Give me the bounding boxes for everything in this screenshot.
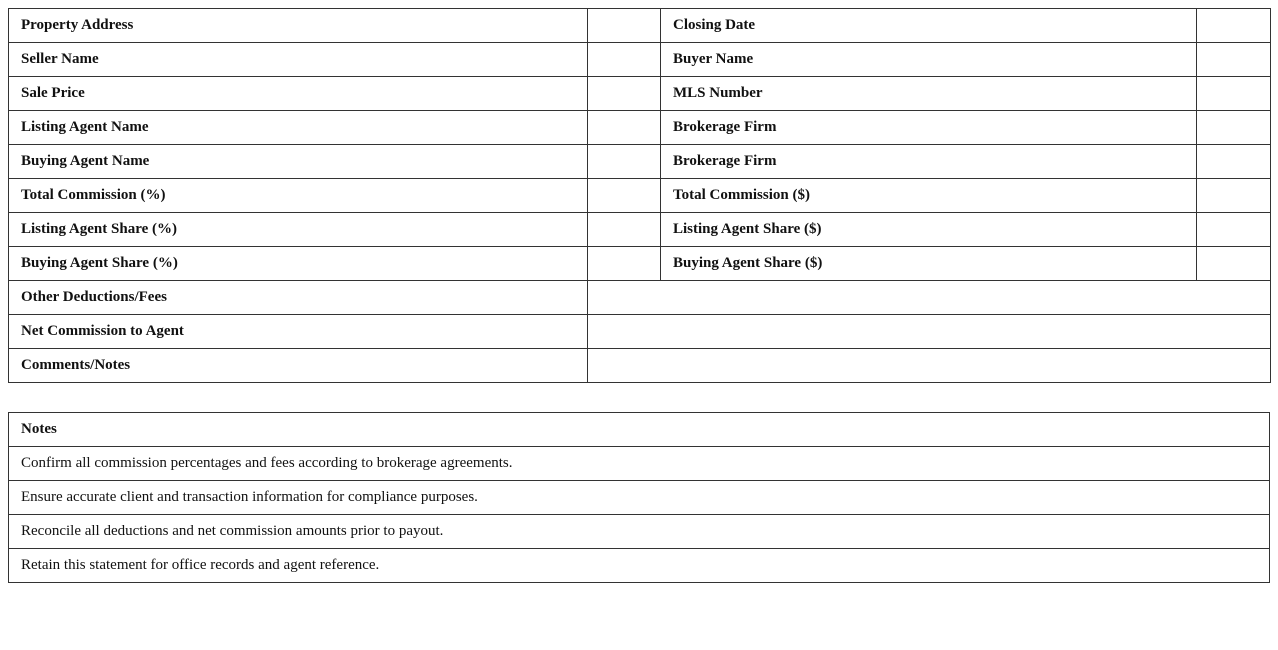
total-commission-dollar-label: Total Commission ($) <box>661 179 1197 213</box>
listing-agent-name-label: Listing Agent Name <box>9 111 588 145</box>
net-commission-label: Net Commission to Agent <box>9 315 588 349</box>
table-row <box>9 315 1271 349</box>
other-deductions-field[interactable] <box>588 281 1271 315</box>
total-commission-dollar-field[interactable] <box>1197 179 1271 213</box>
property-address-label: Property Address <box>9 9 588 43</box>
table-row <box>9 349 1271 383</box>
property-address-field[interactable] <box>588 9 661 43</box>
sale-price-label: Sale Price <box>9 77 588 111</box>
listing-agent-share-percent-label: Listing Agent Share (%) <box>9 213 588 247</box>
note-text: Reconcile all deductions and net commission amounts prior to payout. <box>9 515 1270 549</box>
other-deductions-label: Other Deductions/Fees <box>9 281 588 315</box>
listing-brokerage-firm-field[interactable] <box>1197 111 1271 145</box>
listing-agent-share-dollar-field[interactable] <box>1197 213 1271 247</box>
table-row <box>9 77 1271 111</box>
listing-agent-share-dollar-label: Listing Agent Share ($) <box>661 213 1197 247</box>
list-item <box>9 549 1270 583</box>
table-row <box>9 179 1271 213</box>
buying-agent-share-percent-label: Buying Agent Share (%) <box>9 247 588 281</box>
comments-notes-field[interactable] <box>588 349 1271 383</box>
notes-title: Notes <box>9 413 1270 447</box>
table-row <box>9 9 1271 43</box>
list-item <box>9 481 1270 515</box>
table-row <box>9 43 1271 77</box>
list-item <box>9 447 1270 481</box>
note-text: Retain this statement for office records and agent reference. <box>9 549 1270 583</box>
seller-name-field[interactable] <box>588 43 661 77</box>
buying-agent-share-dollar-label: Buying Agent Share ($) <box>661 247 1197 281</box>
note-text: Ensure accurate client and transaction information for compliance purposes. <box>9 481 1270 515</box>
table-row <box>9 281 1271 315</box>
buying-agent-name-label: Buying Agent Name <box>9 145 588 179</box>
notes-table <box>8 412 1270 583</box>
total-commission-percent-label: Total Commission (%) <box>9 179 588 213</box>
buying-agent-name-field[interactable] <box>588 145 661 179</box>
net-commission-field[interactable] <box>588 315 1271 349</box>
buyer-name-label: Buyer Name <box>661 43 1197 77</box>
table-row <box>9 145 1271 179</box>
buying-agent-share-percent-field[interactable] <box>588 247 661 281</box>
table-row <box>9 213 1271 247</box>
list-item <box>9 515 1270 549</box>
seller-name-label: Seller Name <box>9 43 588 77</box>
buyer-name-field[interactable] <box>1197 43 1271 77</box>
sale-price-field[interactable] <box>588 77 661 111</box>
note-text: Confirm all commission percentages and fees according to brokerage agreements. <box>9 447 1270 481</box>
comments-notes-label: Comments/Notes <box>9 349 588 383</box>
buying-brokerage-firm-label: Brokerage Firm <box>661 145 1197 179</box>
total-commission-percent-field[interactable] <box>588 179 661 213</box>
listing-brokerage-firm-label: Brokerage Firm <box>661 111 1197 145</box>
table-row <box>9 247 1271 281</box>
closing-date-label: Closing Date <box>661 9 1197 43</box>
table-row <box>9 111 1271 145</box>
mls-number-label: MLS Number <box>661 77 1197 111</box>
mls-number-field[interactable] <box>1197 77 1271 111</box>
notes-header-row <box>9 413 1270 447</box>
listing-agent-name-field[interactable] <box>588 111 661 145</box>
buying-brokerage-firm-field[interactable] <box>1197 145 1271 179</box>
closing-date-field[interactable] <box>1197 9 1271 43</box>
commission-details-table <box>8 8 1271 383</box>
buying-agent-share-dollar-field[interactable] <box>1197 247 1271 281</box>
listing-agent-share-percent-field[interactable] <box>588 213 661 247</box>
